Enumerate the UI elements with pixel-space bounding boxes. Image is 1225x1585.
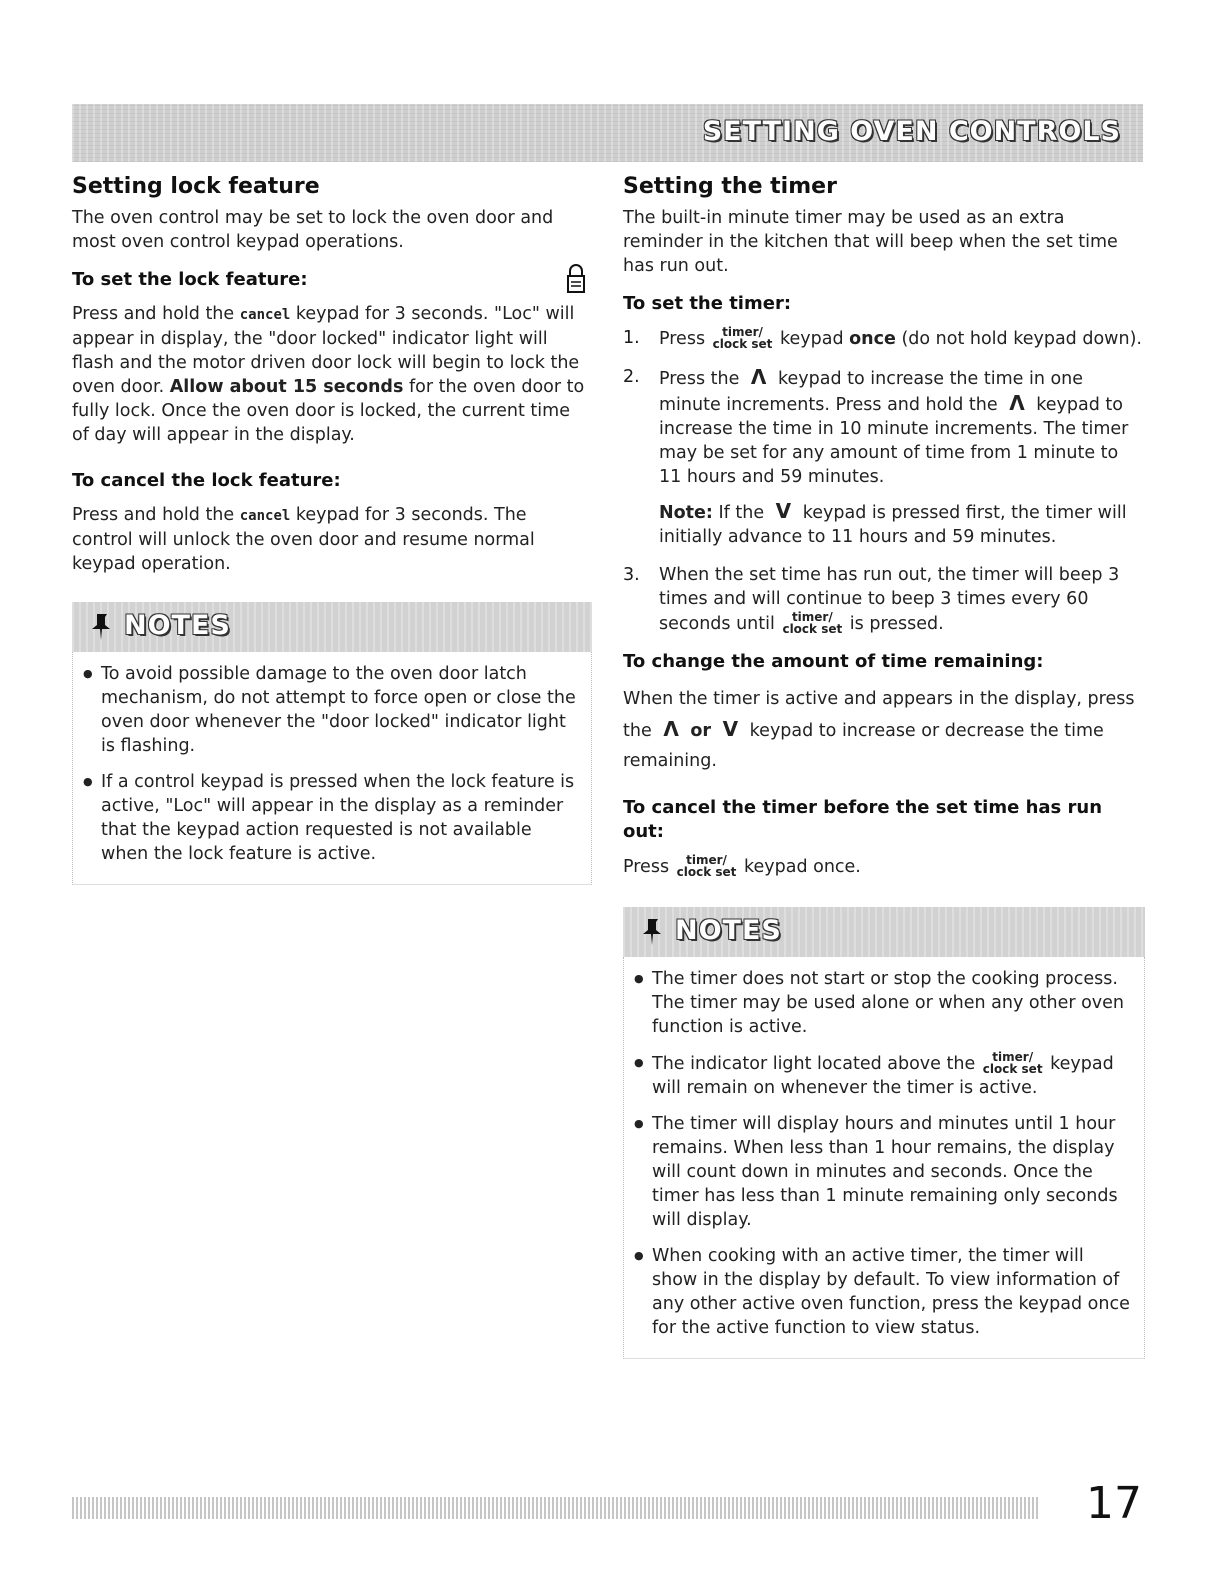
left-column — [72, 172, 592, 885]
set-timer-heading: To set the timer: — [623, 293, 792, 314]
footer-bar — [72, 1497, 1038, 1519]
right-column — [623, 172, 1145, 1359]
step-3: 3. When the set time has run out, the timer will beep 3 times and will continue to beep 3 times every 60 seconds until timer/ clock set is pressed. — [623, 565, 1120, 636]
timer-notes-box — [623, 907, 1145, 1359]
note-label: Note: — [659, 503, 713, 523]
note-item: ● If a control keypad is pressed when the lock feature is active, "Loc" will appear in the display as a reminder that the keypad action requested is not available when the lock feature is active. — [83, 770, 577, 866]
step-1: 1. Press timer/ clock set keypad once (do not hold keypad down). — [623, 325, 1142, 351]
change-time-heading: To change the amount of time remaining: — [623, 651, 1044, 672]
change-time-paragraph: When the timer is active and appears in the display, press the Λ or V keypad to increase or decrease the time remaining. — [623, 689, 1135, 771]
cancel-timer-heading: To cancel the timer before the set time has run out: — [623, 797, 1103, 842]
cancel-timer-paragraph: Press timer/ clock set keypad once. — [623, 853, 861, 879]
lock-feature-intro: The oven control may be set to lock the oven door and most oven control keypad operations. — [72, 208, 554, 252]
cancel-keypad-label: cancel — [239, 508, 291, 524]
section-banner — [72, 104, 1143, 162]
up-arrow-icon: Λ — [663, 717, 679, 741]
cancel-keypad-label: cancel — [239, 307, 291, 323]
notes-title: NOTES — [124, 610, 231, 641]
set-lock-paragraph: Press and hold the cancel keypad for 3 seconds. "Loc" will appear in display, the "door locked" indicator light will flash and the motor driven door lock will begin to lock the oven door. Allow about 15 seconds for the oven door to fully lock. Once the oven door is locked, the current time of day will appear in the display. — [72, 304, 585, 445]
note-item: ● The timer will display hours and minutes until 1 hour remains. When less than 1 hour remains, the display will count down in minutes and seconds. Once the timer has less than 1 minute remaining only seconds will display. — [634, 1112, 1130, 1232]
notes-header — [72, 602, 592, 652]
timer-clock-set-keypad-label: timer/ clock set — [712, 325, 773, 351]
section-title: SETTING OVEN CONTROLS — [702, 116, 1121, 147]
allow-15-seconds: Allow about 15 seconds — [169, 377, 404, 397]
note-item: ● To avoid possible damage to the oven door latch mechanism, do not attempt to force open or close the oven door whenever the "door locked" indicator light is flashing. — [83, 662, 577, 758]
set-lock-heading: To set the lock feature: — [72, 269, 308, 290]
pushpin-icon — [639, 917, 665, 947]
note-item: ● The indicator light located above the timer/ clock set keypad will remain on whenever the timer is active. — [634, 1051, 1130, 1100]
set-lock-heading-row — [72, 268, 592, 292]
cancel-lock-heading: To cancel the lock feature: — [72, 470, 341, 491]
timer-clock-set-keypad-label: timer/ clock set — [676, 853, 737, 879]
note-item: ● The timer does not start or stop the cooking process. The timer may be used alone or when any other oven function is active. — [634, 967, 1130, 1039]
timer-clock-set-keypad-label: timer/ clock set — [782, 610, 843, 636]
lock-icon — [566, 262, 586, 294]
notes-header — [623, 907, 1145, 957]
timer-title: Setting the timer — [623, 174, 837, 199]
down-arrow-icon: V — [722, 717, 739, 741]
step-2: 2. Press the Λ keypad to increase the time in one minute increments. Press and hold the Λ keypad to increase the time in 10 minute increments. The timer may be set for any amount of time from 1 minute to 11 hours and 59 minutes. Note: If the V keypad is pressed first, the timer will initially advance to 11 hours and 59 minutes. — [623, 365, 1129, 547]
pushpin-icon — [88, 612, 114, 642]
timer-clock-set-keypad-label: timer/ clock set — [982, 1050, 1043, 1076]
cancel-lock-paragraph: Press and hold the cancel keypad for 3 seconds. The control will unlock the oven door and resume normal keypad operation. — [72, 505, 535, 574]
notes-body — [72, 652, 592, 885]
lock-notes-box — [72, 602, 592, 885]
down-arrow-icon: V — [775, 499, 792, 523]
note-item: ● When cooking with an active timer, the timer will show in the display by default. To view information of any other active oven function, press the keypad once for the active function to view status. — [634, 1244, 1130, 1340]
page-number: 17 — [1086, 1478, 1142, 1529]
notes-title: NOTES — [675, 915, 782, 946]
notes-body — [623, 957, 1145, 1359]
timer-steps — [623, 326, 1145, 636]
up-arrow-icon: Λ — [1009, 391, 1025, 415]
up-arrow-icon: Λ — [750, 365, 767, 389]
timer-intro: The built-in minute timer may be used as an extra reminder in the kitchen that will beep when the set time has run out. — [623, 208, 1118, 276]
lock-feature-title: Setting lock feature — [72, 174, 320, 199]
